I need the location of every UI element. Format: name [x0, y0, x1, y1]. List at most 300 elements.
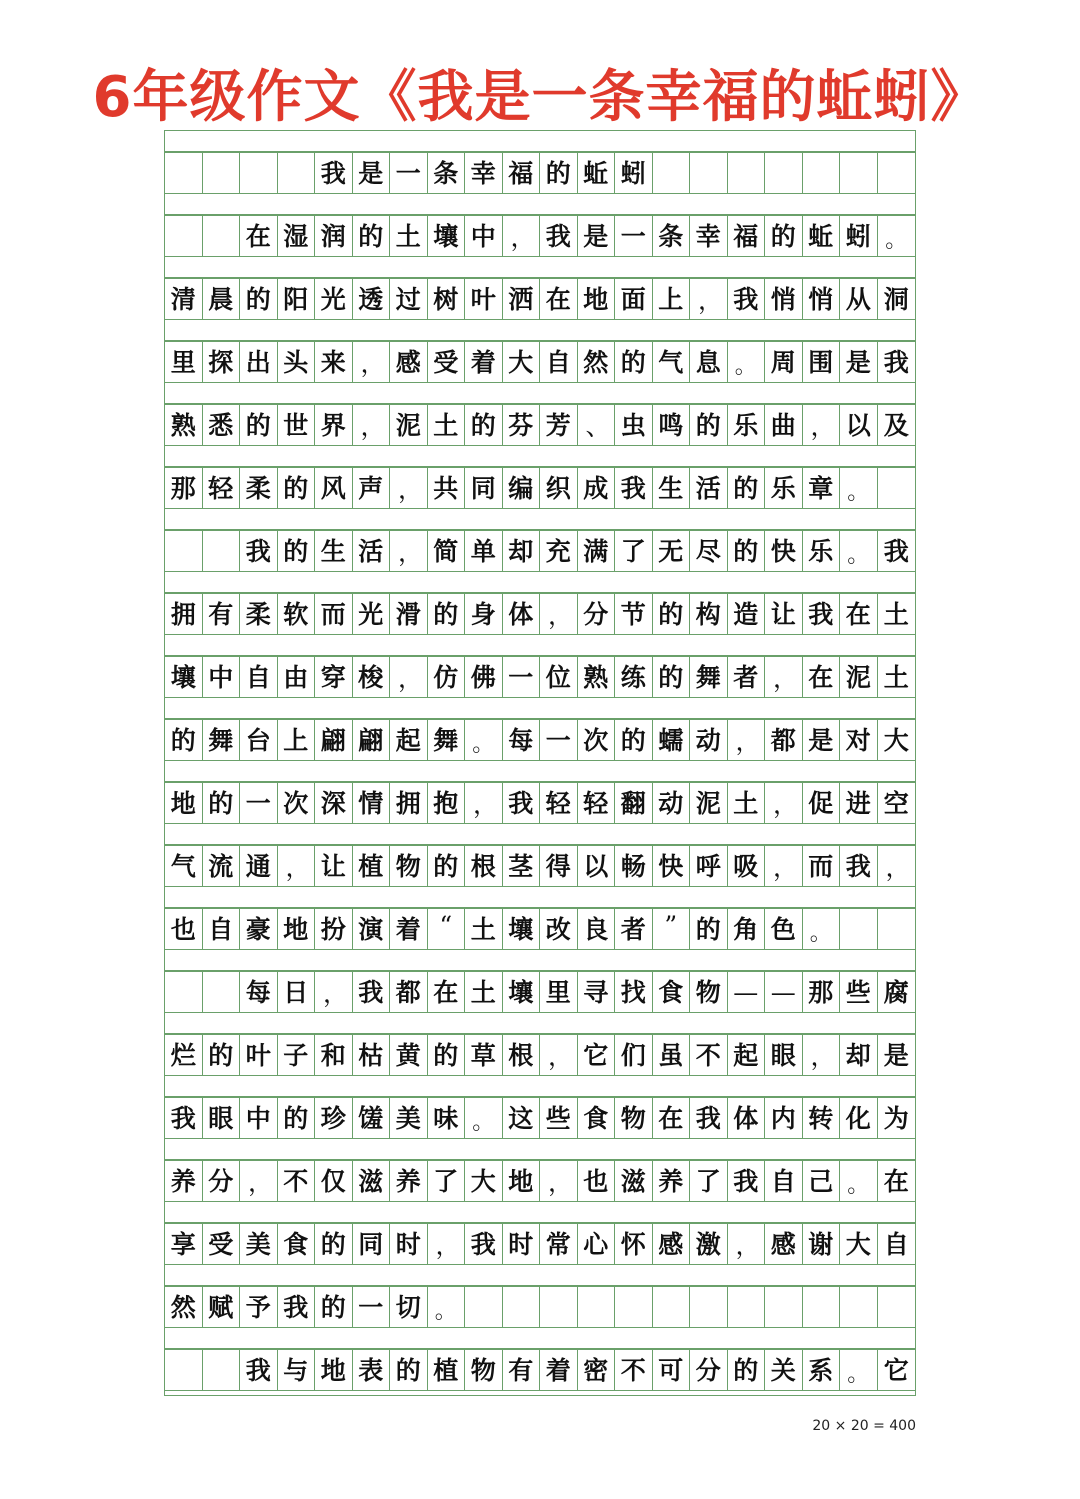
grid-cell: 地 [165, 783, 203, 823]
grid-cell: 享 [165, 1224, 203, 1264]
grid-cell: 土 [390, 216, 428, 256]
grid-cell [878, 1287, 916, 1327]
grid-gap-band [165, 131, 915, 152]
grid-cell: 。 [465, 1098, 503, 1138]
grid-cell: 系 [803, 1350, 841, 1390]
grid-cell: ， [240, 1161, 278, 1201]
grid-cell: 每 [240, 972, 278, 1012]
grid-cell: 化 [840, 1098, 878, 1138]
grid-row [165, 467, 915, 509]
grid-cell [165, 531, 203, 571]
grid-cell [878, 153, 916, 193]
grid-cell: 让 [315, 846, 353, 886]
grid-cell: ， [390, 657, 428, 697]
grid-cell: 造 [728, 594, 766, 634]
grid-row [165, 656, 915, 698]
grid-cell: 然 [165, 1287, 203, 1327]
grid-cell: 不 [690, 1035, 728, 1075]
grid-cell: 满 [578, 531, 616, 571]
grid-cell: 的 [653, 657, 691, 697]
grid-cell [240, 153, 278, 193]
grid-cell: ， [390, 531, 428, 571]
grid-cell: 是 [883, 1040, 909, 1070]
grid-cell: 梭 [353, 657, 391, 697]
grid-gap-band [165, 887, 915, 908]
grid-cell: 物 [390, 846, 428, 886]
grid-cell: 密 [578, 1350, 616, 1390]
grid-cell: 次 [278, 783, 316, 823]
grid-cell: 节 [615, 594, 653, 634]
grid-cell: 却 [840, 1035, 878, 1075]
grid-row [165, 845, 915, 887]
grid-cell: “ [428, 909, 466, 949]
grid-cell: ， [428, 1224, 466, 1264]
grid-cell: 章 [803, 468, 841, 508]
grid-cell: — [728, 972, 766, 1012]
grid-cell: 自 [203, 909, 241, 949]
grid-cell: 快 [653, 846, 691, 886]
grid-row [165, 152, 915, 194]
grid-gap-band [165, 950, 915, 971]
grid-cell: 深 [315, 783, 353, 823]
grid-cell: ， [278, 846, 316, 886]
grid-gap-band [165, 1265, 915, 1286]
grid-cell: 鸣 [653, 405, 691, 445]
grid-cell: 泥 [390, 405, 428, 445]
grid-cell: ， [885, 853, 911, 882]
grid-cell: 拥 [390, 783, 428, 823]
grid-cell: 洒 [503, 279, 541, 319]
grid-cell: 中 [203, 657, 241, 697]
grid-cell: 翩 [315, 720, 353, 760]
grid-cell: 蠕 [653, 720, 691, 760]
grid-cell: 清 [165, 279, 203, 319]
grid-cell: 蚯 [803, 216, 841, 256]
grid-cell: 的 [278, 1098, 316, 1138]
grid-cell: 蚓 [615, 153, 653, 193]
grid-cell: 物 [465, 1350, 503, 1390]
grid-cell: 轻 [578, 783, 616, 823]
grid-cell: 的 [728, 531, 766, 571]
grid-cell: 是 [840, 342, 878, 382]
grid-cell: 土 [883, 662, 909, 692]
grid-cell: 体 [503, 594, 541, 634]
grid-cell: 的 [428, 846, 466, 886]
grid-cell [803, 153, 841, 193]
grid-cell: 。 [840, 531, 878, 571]
grid-cell: 福 [728, 216, 766, 256]
grid-cell: 土 [883, 599, 909, 629]
grid-cell [540, 1287, 578, 1327]
grid-cell: 生 [653, 468, 691, 508]
grid-cell: 的 [240, 405, 278, 445]
grid-cell: 怀 [615, 1224, 653, 1264]
grid-cell [878, 468, 916, 508]
grid-cell: 烂 [165, 1035, 203, 1075]
grid-cell: 空 [883, 788, 909, 818]
grid-cell: 晨 [203, 279, 241, 319]
grid-cell: 的 [765, 216, 803, 256]
grid-cell: 洞 [883, 284, 909, 314]
grid-cell: 乐 [765, 468, 803, 508]
grid-cell: 着 [465, 342, 503, 382]
grid-cell: 光 [315, 279, 353, 319]
grid-cell: 舞 [690, 657, 728, 697]
grid-gap-band [165, 446, 915, 467]
grid-gap-band [165, 194, 915, 215]
grid-cell: 一 [503, 657, 541, 697]
grid-cell: 是 [578, 216, 616, 256]
grid-cell: 些 [540, 1098, 578, 1138]
grid-cell: ， [803, 405, 841, 445]
grid-cell [203, 531, 241, 571]
grid-cell: 充 [540, 531, 578, 571]
grid-cell: 仿 [428, 657, 466, 697]
grid-cell: 根 [503, 1035, 541, 1075]
grid-row [165, 908, 915, 950]
grid-cell: 食 [578, 1098, 616, 1138]
grid-cell: 上 [278, 720, 316, 760]
grid-gap-band [165, 635, 915, 656]
grid-cell: 来 [315, 342, 353, 382]
grid-cell: 关 [765, 1350, 803, 1390]
grid-cell: 透 [353, 279, 391, 319]
grid-cell: 那 [165, 468, 203, 508]
grid-cell: ， [765, 846, 803, 886]
grid-cell: 过 [390, 279, 428, 319]
grid-cell: 予 [240, 1287, 278, 1327]
grid-cell: 息 [690, 342, 728, 382]
grid-cell: 者 [615, 909, 653, 949]
grid-cell: 出 [240, 342, 278, 382]
grid-cell: 食 [653, 972, 691, 1012]
grid-cell: ， [765, 783, 803, 823]
grid-row [165, 278, 915, 320]
grid-cell: 我 [615, 468, 653, 508]
grid-cell: 界 [315, 405, 353, 445]
grid-cell: 仅 [315, 1161, 353, 1201]
grid-cell: 土 [728, 783, 766, 823]
grid-cell: 我 [803, 594, 841, 634]
grid-cell: 悉 [203, 405, 241, 445]
grid-cell: 乐 [728, 405, 766, 445]
grid-cell: 我 [883, 347, 909, 377]
grid-cell: 良 [578, 909, 616, 949]
grid-cell: 穿 [315, 657, 353, 697]
grid-cell: 枯 [353, 1035, 391, 1075]
grid-cell: 促 [803, 783, 841, 823]
grid-cell: 者 [728, 657, 766, 697]
grid-cell: 悄 [803, 279, 841, 319]
grid-cell: 都 [765, 720, 803, 760]
grid-cell: 的 [315, 1224, 353, 1264]
grid-cell: 受 [203, 1224, 241, 1264]
grid-cell: 编 [503, 468, 541, 508]
grid-cell [728, 1287, 766, 1327]
composition-grid-paper [164, 130, 916, 1396]
grid-cell: 味 [428, 1098, 466, 1138]
grid-cell: 我 [690, 1098, 728, 1138]
grid-cell: 食 [278, 1224, 316, 1264]
grid-cell: 从 [840, 279, 878, 319]
grid-cell: 日 [278, 972, 316, 1012]
grid-cell: 些 [840, 972, 878, 1012]
grid-cell: 美 [240, 1224, 278, 1264]
grid-cell: ， [728, 1224, 766, 1264]
grid-cell: 地 [315, 1350, 353, 1390]
grid-cell: 馐 [353, 1098, 391, 1138]
grid-cell: 了 [428, 1161, 466, 1201]
grid-cell: 的 [203, 783, 241, 823]
grid-cell: 也 [578, 1161, 616, 1201]
grid-row [165, 1160, 915, 1202]
grid-cell: 的 [728, 468, 766, 508]
grid-cell: 简 [428, 531, 466, 571]
grid-cell: 周 [765, 342, 803, 382]
grid-spec-label: 20 × 20 = 400 [812, 1418, 916, 1434]
grid-cell: 我 [240, 531, 278, 571]
grid-cell: 世 [278, 405, 316, 445]
grid-row [165, 782, 915, 824]
grid-row [165, 719, 915, 761]
grid-cell: 滑 [390, 594, 428, 634]
grid-cell: 对 [840, 720, 878, 760]
grid-cell: 子 [278, 1035, 316, 1075]
grid-cell: 里 [165, 342, 203, 382]
grid-cell: 一 [615, 216, 653, 256]
grid-cell [203, 972, 241, 1012]
grid-row [165, 1223, 915, 1265]
grid-cell: 气 [165, 846, 203, 886]
grid-cell: 得 [540, 846, 578, 886]
grid-cell: 激 [690, 1224, 728, 1264]
grid-cell: 台 [240, 720, 278, 760]
grid-cell: 着 [390, 909, 428, 949]
grid-cell: 的 [728, 1350, 766, 1390]
grid-cell: 在 [883, 1166, 909, 1196]
grid-row [165, 1349, 915, 1391]
grid-cell: 湿 [278, 216, 316, 256]
grid-cell: 探 [203, 342, 241, 382]
grid-gap-band [165, 1076, 915, 1097]
grid-cell: 尽 [690, 531, 728, 571]
grid-cell: 有 [503, 1350, 541, 1390]
grid-cell: 内 [765, 1098, 803, 1138]
grid-cell: 我 [278, 1287, 316, 1327]
grid-cell: 是 [803, 720, 841, 760]
grid-cell: 阳 [278, 279, 316, 319]
grid-cell: 是 [353, 153, 391, 193]
grid-cell: 每 [503, 720, 541, 760]
grid-cell: 为 [883, 1103, 909, 1133]
grid-cell [203, 153, 241, 193]
grid-cell: 壤 [165, 657, 203, 697]
grid-cell [165, 153, 203, 193]
grid-cell: 可 [653, 1350, 691, 1390]
grid-cell [165, 972, 203, 1012]
grid-cell: 我 [540, 216, 578, 256]
grid-cell: 芳 [540, 405, 578, 445]
grid-cell: 草 [465, 1035, 503, 1075]
grid-cell [165, 1350, 203, 1390]
grid-cell: 条 [653, 216, 691, 256]
grid-cell: 舞 [203, 720, 241, 760]
grid-cell: 常 [540, 1224, 578, 1264]
grid-cell: 分 [690, 1350, 728, 1390]
grid-cell: 大 [840, 1224, 878, 1264]
grid-cell: 。 [840, 1161, 878, 1201]
grid-cell: 了 [690, 1161, 728, 1201]
grid-cell: 一 [540, 720, 578, 760]
grid-cell: 悄 [765, 279, 803, 319]
grid-cell [615, 1287, 653, 1327]
grid-cell: 分 [203, 1161, 241, 1201]
grid-gap-band [165, 1013, 915, 1034]
grid-cell: 中 [240, 1098, 278, 1138]
grid-cell: 。 [840, 1350, 878, 1390]
grid-gap-band [165, 1391, 915, 1395]
grid-cell: 却 [503, 531, 541, 571]
grid-cell: 声 [353, 468, 391, 508]
grid-cell [653, 153, 691, 193]
grid-cell: 土 [465, 972, 503, 1012]
grid-cell: 眼 [203, 1098, 241, 1138]
grid-cell: 由 [278, 657, 316, 697]
grid-cell: 赋 [203, 1287, 241, 1327]
grid-cell: 我 [353, 972, 391, 1012]
grid-cell: 共 [428, 468, 466, 508]
grid-cell: 而 [803, 846, 841, 886]
grid-cell: 黄 [390, 1035, 428, 1075]
grid-cell [653, 1287, 691, 1327]
grid-cell: 养 [390, 1161, 428, 1201]
grid-cell: 动 [653, 783, 691, 823]
grid-cell: 它 [578, 1035, 616, 1075]
grid-cell: 条 [428, 153, 466, 193]
grid-cell: 在 [428, 972, 466, 1012]
grid-cell: 植 [428, 1350, 466, 1390]
grid-cell: 谢 [803, 1224, 841, 1264]
grid-cell: 的 [690, 909, 728, 949]
grid-cell: 物 [690, 972, 728, 1012]
grid-cell: 风 [315, 468, 353, 508]
grid-cell: 地 [278, 909, 316, 949]
grid-row [165, 341, 915, 383]
grid-cell: 泥 [840, 657, 878, 697]
grid-cell: 无 [653, 531, 691, 571]
grid-cell: 在 [540, 279, 578, 319]
grid-cell: 柔 [240, 468, 278, 508]
grid-cell: 福 [503, 153, 541, 193]
grid-cell [503, 1287, 541, 1327]
grid-cell: 幸 [465, 153, 503, 193]
grid-cell [203, 1350, 241, 1390]
grid-cell: 的 [653, 594, 691, 634]
grid-cell: 一 [353, 1287, 391, 1327]
grid-cell: 里 [540, 972, 578, 1012]
grid-cell: 软 [278, 594, 316, 634]
grid-cell: 动 [690, 720, 728, 760]
grid-cell: 。 [465, 720, 503, 760]
grid-cell: 轻 [203, 468, 241, 508]
grid-cell: 翻 [615, 783, 653, 823]
grid-cell [803, 1287, 841, 1327]
grid-cell: 根 [465, 846, 503, 886]
grid-cell: 叶 [240, 1035, 278, 1075]
page-title: 6年级作文《我是一条幸福的蚯蚓》 [92, 65, 988, 130]
grid-cell: ， [353, 405, 391, 445]
grid-cell: 的 [315, 1287, 353, 1327]
grid-cell: 我 [728, 1161, 766, 1201]
grid-cell: 同 [465, 468, 503, 508]
grid-cell: 自 [240, 657, 278, 697]
grid-cell: 角 [728, 909, 766, 949]
grid-cell: 及 [883, 410, 909, 440]
grid-cell: 呼 [690, 846, 728, 886]
grid-cell: 的 [203, 1035, 241, 1075]
grid-cell: 滋 [615, 1161, 653, 1201]
grid-cell: 转 [803, 1098, 841, 1138]
grid-cell: 分 [578, 594, 616, 634]
grid-cell: 光 [353, 594, 391, 634]
grid-gap-band [165, 257, 915, 278]
grid-cell: 不 [278, 1161, 316, 1201]
grid-cell: 练 [615, 657, 653, 697]
grid-cell: 壤 [428, 216, 466, 256]
grid-cell: 流 [203, 846, 241, 886]
grid-cell: 切 [390, 1287, 428, 1327]
grid-cell: 畅 [615, 846, 653, 886]
grid-cell [278, 153, 316, 193]
grid-cell: ， [503, 216, 541, 256]
grid-cell [165, 216, 203, 256]
grid-cell: 构 [690, 594, 728, 634]
grid-cell: 的 [690, 405, 728, 445]
grid-cell [840, 153, 878, 193]
grid-cell: 。 [803, 909, 841, 949]
grid-cell: 活 [353, 531, 391, 571]
grid-cell: 以 [578, 846, 616, 886]
grid-cell: 受 [428, 342, 466, 382]
grid-cell: 次 [578, 720, 616, 760]
grid-cell: 演 [353, 909, 391, 949]
grid-cell: 在 [840, 594, 878, 634]
grid-cell: 。 [885, 228, 908, 253]
grid-cell: ， [315, 972, 353, 1012]
grid-cell: 土 [465, 909, 503, 949]
grid-cell: 的 [278, 531, 316, 571]
grid-cell: 单 [465, 531, 503, 571]
grid-cell: 芬 [503, 405, 541, 445]
grid-cell: ， [540, 1161, 578, 1201]
grid-cell: ， [353, 342, 391, 382]
grid-cell: 情 [353, 783, 391, 823]
grid-cell: 中 [465, 216, 503, 256]
grid-cell: ” [653, 909, 691, 949]
grid-cell: ， [728, 720, 766, 760]
grid-cell: 着 [540, 1350, 578, 1390]
grid-cell: 自 [540, 342, 578, 382]
grid-cell: 在 [653, 1098, 691, 1138]
grid-cell: 们 [615, 1035, 653, 1075]
grid-cell: 它 [883, 1355, 909, 1385]
grid-cell: 以 [840, 405, 878, 445]
grid-cell: 一 [240, 783, 278, 823]
grid-cell: 时 [503, 1224, 541, 1264]
grid-cell: 抱 [428, 783, 466, 823]
grid-cell: 地 [503, 1161, 541, 1201]
grid-cell: 感 [653, 1224, 691, 1264]
